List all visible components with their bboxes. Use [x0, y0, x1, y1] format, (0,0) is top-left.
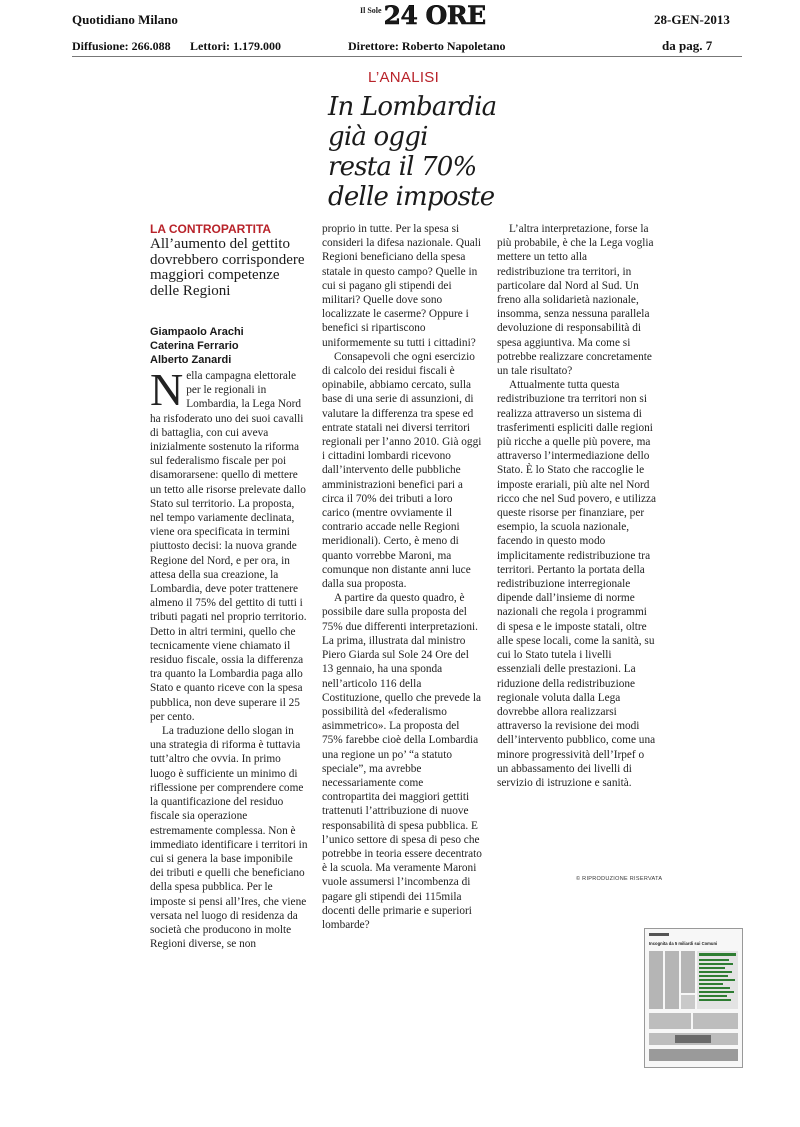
newspaper-logo [360, 3, 486, 29]
author-name: Giampaolo Arachi [150, 326, 244, 338]
copyright-credit: © RIPRODUZIONE RISERVATA [576, 876, 663, 882]
article-column-2 [322, 222, 482, 932]
page-thumbnail-graphic [645, 929, 742, 1067]
section-label: LA CONTROPARTITA [150, 222, 272, 236]
paragraph: Nella campagna elettorale per le regionali in Lombardia, la Lega Nord ha risfoderato uno dei suoi cavalli di battaglia, con cui aveva inizialmente sostenuto la riforma sul federalismo fiscale per poi disamorarsene: quello di mettere un tetto alle risorse prelevate dallo Stato sul territorio. La proposta, nel tempo variamente declinata, viene ora specificata in termini piuttosto decisi: la nuova grande Regione del Nord, e per ora, in attesa della sua creazione, la Lombardia, deve poter trattenere almeno il 75% del gettito di tutti i tributi pagati nel proprio territorio. Detto in altri termini, quello che tecnicamente viene chiamato il residuo fiscale, ossia la differenza tra quanto la Lombardia paga allo Stato e quanto riceve con la spesa pubblica, non deve superare il 25 per cento. [150, 364, 307, 723]
headline-line: resta il 70% [328, 152, 477, 182]
logo-small-text: Il Sole [360, 6, 382, 15]
diffusione: Diffusione: 266.088 [72, 39, 171, 53]
headline-line: In Lombardia [328, 92, 497, 122]
article-headline [328, 92, 528, 212]
page-reference: da pag. 7 [662, 38, 713, 53]
article-column-3 [497, 222, 657, 790]
logo-big-text: 24 ORE [383, 1, 486, 30]
article-authors [150, 325, 310, 367]
thumbnail-headline: Incognita da 5 miliardi sui Comuni [649, 941, 718, 946]
paragraph: A partire da questo quadro, è possibile dare sulla proposta del 75% due differenti interpretazioni. La prima, illustrata dal ministro Piero Giarda sul Sole 24 Ore del 13 gennaio, ha una sponda nell’articolo 116 della Costituzione, quello che prevede la possibilità del «federalismo asimmetrico». La proposta del 75% farebbe cioè della Lombardia una regione un po’ “a statuto speciale”, ma avrebbe necessariamente come contropartita dei maggiori gettiti trattenuti l’attribuzione di nuove responsabilità di spesa pubblica. E l’unico settore di spesa di peso che potrebbe in teoria essere decentrato è la scuola. Ma veramente Maroni vuole assumersi l’incombenza di pagare gli stipendi dei 115mila docenti delle primarie e superiori lombarde? [322, 592, 482, 931]
direttore: Direttore: Roberto Napoletano [348, 39, 506, 53]
paragraph: Attualmente tutta questa redistribuzione tra territori non si realizza attraverso un sistema di trasferimenti espliciti dalle regioni più ricche a quelle più povere, ma attraverso l’intermediazione dello Stato. È lo Stato che raccoglie le imposte erariali, più alte nel Nord ricco che nel Sud povero, e utilizza queste risorse per finanziare, per esempio, la scuola nazionale, facendo in questo modo implicitamente redistribuzione tra territori. Pertanto la portata della redistribuzione interregionale dipende dall’insieme di norme nazionali che regola i programmi di spesa e le imposte statali, oltre alle spese locali, come la sanità, su cui lo Stato tutela i livelli essenziali delle prestazioni. La riduzione della redistribuzione regionale voluta dalla Lega dovrebbe allora realizzarsi attraverso la revisione dei modi dell’intervento pubblico, come una minore progressività dell’Irpef o un abbassamento dei livelli di servizio di istruzione e sanità. [497, 379, 657, 789]
lettori: Lettori: 1.179.000 [190, 39, 281, 53]
paragraph: proprio in tutte. Per la spesa si consideri la difesa nazionale. Quali Regioni beneficiano della spesa statale in questo campo? Quelle in cui si pagano gli stipendi dei militari? Quelle dove sono localizzate le caserme? Oppure i benefici si ripartiscono uniformemente su tutti i cittadini? [322, 223, 482, 349]
article-kicker: L’ANALISI [368, 69, 440, 86]
paragraph: Consapevoli che ogni esercizio di calcolo dei residui fiscali è opinabile, abbiamo cercato, sulla base di una serie di assunzioni, di valutare la differenza tra spese ed entrate statali nei diversi territori regionali per l’anno 2010. Già oggi i cittadini lombardi ricevono dall’intervento delle pubbliche amministrazioni benefici pari a circa il 70% dei tributi a loro carico (mentre ovviamente il contrario accade nelle Regioni meridionali). Certo, è meno di quanto vorrebbe Maroni, ma comunque non distante anni luce dalla sua proposta. [322, 350, 482, 591]
page-thumbnail [644, 928, 743, 1068]
headline-line: delle imposte [328, 182, 495, 212]
newspaper-edition: Quotidiano Milano [72, 12, 178, 27]
paragraph: La traduzione dello slogan in una strategia di riforma è tuttavia tutt’altro che ovvia. In primo luogo è sufficiente un minimo di riflessione per comprendere come la quantificazione del residuo fiscale sia operazione estremamente complessa. Non è immediato identificare i territori in cui si genera la base imponibile dei tributi e quelli che beneficiano della spesa pubblica. Per le imposte si pensi all’Ires, che viene versata nel luogo di residenza da società che producono in molte Regioni diverse, se non [150, 725, 308, 951]
author-name: Caterina Ferrario [150, 340, 239, 352]
headline-line: già oggi [328, 122, 428, 152]
author-name: Alberto Zanardi [150, 354, 232, 366]
publication-date: 28-GEN-2013 [654, 12, 730, 27]
header-rule [72, 56, 742, 57]
paragraph: L’altra interpretazione, forse la più probabile, è che la Lega voglia mettere un tetto alla redistribuzione tra territori, in particolare dal Nord al Sud. Un freno alla solidarietà nazionale, insomma, senza nessuna parallela devoluzione di responsabilità di spesa aggiuntiva. Ma come si potrebbe realizzare concretamente un tale risultato? [497, 223, 654, 378]
drop-cap: N [150, 364, 184, 415]
article-subhead: All’aumento del gettito dovrebbero corrispondere maggiori competenze delle Regioni [150, 236, 305, 299]
article-column-1 [150, 364, 308, 951]
